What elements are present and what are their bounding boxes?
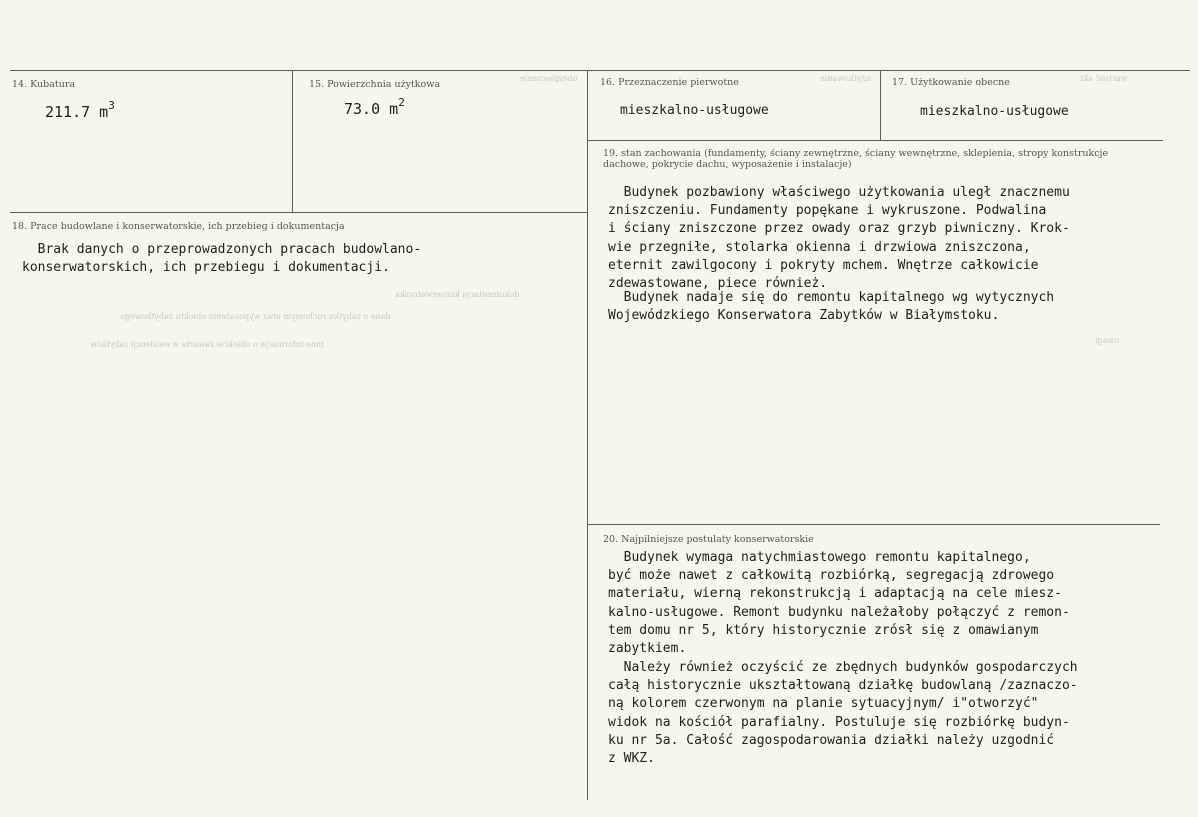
kubatura-value	[45, 99, 115, 121]
text-line: ku nr 5a. Całość zagospodarowania działki należy uzgodnić	[608, 732, 1055, 748]
ghost-text: dokumentacja konserwatorska	[395, 290, 520, 299]
ghost-text: inne informacje o obiekcie zawarte w ewidencji zabytków	[90, 340, 324, 349]
ghost-text: ubezpieczenie	[520, 74, 578, 83]
text-line: kalno-usługowe. Remont budynku należałoby połączyć z remon-	[608, 604, 1070, 620]
text-line: tem domu nr 5, który historycznie zrósł się z omawianym	[608, 622, 1039, 638]
text-line: i ściany zniszczone przez owady oraz grzyb piwniczny. Krok-	[608, 221, 1070, 237]
kubatura-label: 14. Kubatura	[12, 79, 76, 90]
powierzchnia-number: 73.0 m	[344, 100, 399, 118]
text-line: być może nawet z całkowitą rozbiórką, segregacją zdrowego	[608, 568, 1055, 584]
text-line: materiału, wierną rekonstrukcją i adaptacją na cele miesz-	[608, 586, 1062, 602]
text-line: widok na kościół parafialny. Postuluje się rozbiórkę budyn-	[608, 714, 1070, 730]
text-line: całą historycznie ukształtowaną działkę budowlaną /zaznaczo-	[608, 678, 1078, 694]
uzytkowanie-value: mieszkalno-usługowe	[920, 104, 1069, 119]
przeznaczenie-label: 16. Przeznaczenie pierwotne	[600, 77, 739, 88]
text-line: Budynek wymaga natychmiastowego remontu kapitalnego,	[608, 550, 1031, 565]
text-line: Budynek pozbawiony właściwego użytkowania uległ znacznemu	[608, 185, 1070, 200]
uzytkowanie-label: 17. Użytkowanie obecne	[892, 77, 1010, 88]
powierzchnia-label: 15. Powierzchnia użytkowa	[309, 79, 441, 90]
stan-label: 19. stan zachowania (fundamenty, ściany zewnętrzne, ściany wewnętrzne, sklepienia, stropy konstrukcje dachowe, pokrycie dachu, wyposażenie i instalacje)	[603, 148, 1109, 170]
postulaty-para-2	[608, 659, 1078, 768]
text-line: zniszczeniu. Fundamenty popękane i wykruszone. Podwalina	[608, 203, 1047, 219]
stan-para-2	[608, 289, 1054, 325]
rule-below-16-17	[588, 140, 1163, 141]
ghost-text: użytkowanie	[820, 74, 871, 83]
text-line: Należy również oczyścić ze zbędnych budynków gospodarczych	[608, 660, 1078, 675]
text-line: konserwatorskich, ich przebiegu i dokumentacji.	[22, 260, 390, 276]
text-line: Budynek nadaje się do remontu kapitalnego wg wytycznych	[608, 290, 1055, 305]
powierzchnia-unit-exponent: 2	[398, 96, 405, 109]
kubatura-number: 211.7 m	[45, 103, 109, 121]
stan-para-1	[608, 184, 1070, 293]
text-line: Brak danych o przeprowadzonych pracach budowlano-	[22, 242, 422, 257]
przeznaczenie-value: mieszkalno-usługowe	[620, 103, 769, 118]
text-line: ną kolorem czerwonym na planie sytuacyjnym/ i"otworzyć"	[608, 696, 1039, 712]
text-line: wie przegniłe, stolarka okienna i drzwiowa zniszczona,	[608, 239, 1031, 255]
text-line: Wojewódzkiego Konserwatora Zabytków w Białymstoku.	[608, 308, 1000, 324]
divider-16-17	[880, 70, 881, 140]
divider-14-15	[292, 70, 293, 212]
text-line: zdewastowane, piece również.	[608, 276, 828, 292]
kubatura-unit-exponent: 3	[108, 99, 115, 112]
postulaty-label: 20. Najpilniejsze postulaty konserwatorskie	[603, 534, 814, 545]
prace-label: 18. Prace budowlane i konserwatorskie, ich przebieg i dokumentacja	[12, 221, 345, 232]
ghost-text: wartość akt	[1080, 74, 1128, 83]
text-line: eternit zawilgocony i pokryty mchem. Wnętrze całkowicie	[608, 257, 1039, 273]
rule-above-20	[588, 524, 1160, 525]
text-line: z WKZ.	[608, 751, 655, 767]
ghost-text: dane o zabytku ruchomym oraz wyposażeniu obiektu zabytkowego	[120, 312, 391, 321]
rule-above-18	[10, 212, 587, 213]
top-rule	[10, 70, 1190, 71]
center-divider	[587, 70, 588, 800]
text-line: zabytkiem.	[608, 641, 687, 657]
powierzchnia-value	[344, 96, 405, 118]
ghost-text: uwagi	[1095, 336, 1120, 345]
postulaty-para-1	[608, 549, 1070, 658]
prace-text	[22, 241, 421, 277]
